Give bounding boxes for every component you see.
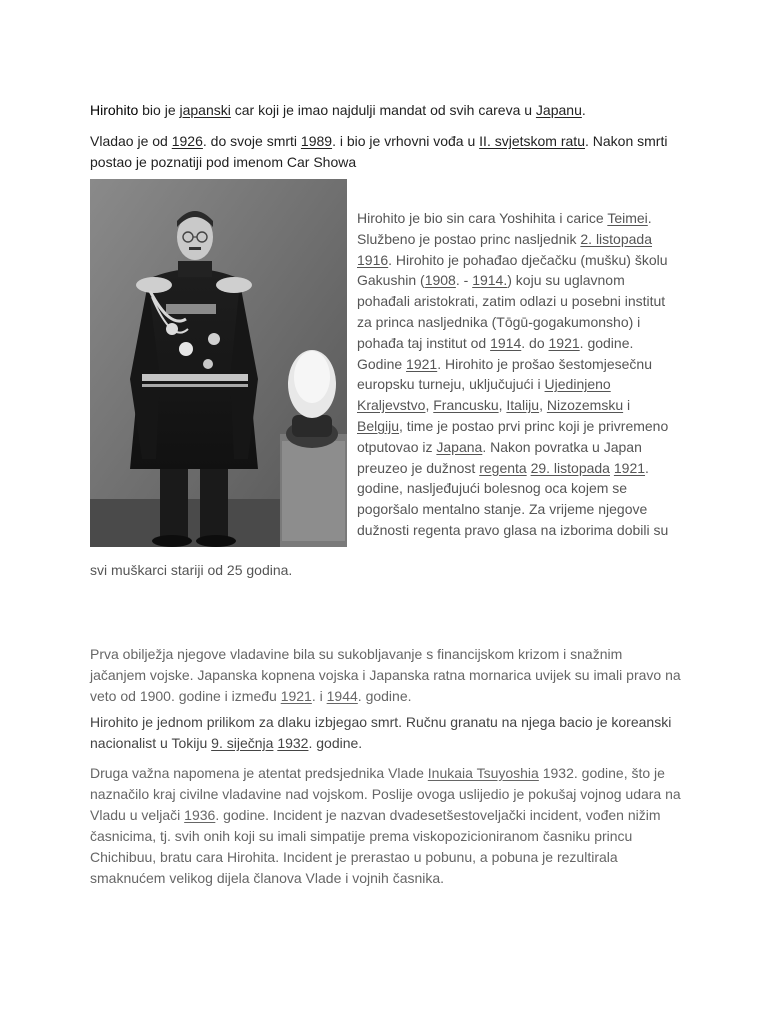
link-1914a[interactable]: 1914. [472, 272, 508, 289]
link-1921a[interactable]: 1921 [548, 334, 580, 351]
coup-paragraph: Druga važna napomena je atentat predsjednika Vlade Inukaia Tsuyoshia 1932. godine, što je naznačilo kraj civilne vladavine nad vojskom. Poslije ovoga uslijedio je pokušaj vojnog udara na Vladu u veljači 1936. godine. Incident je nazvan dvadesetšestoveljački incident, vođen nižim časnicima, tj. svih onih koji su imali simpatije prema viskopozicioniranom časniku princu Chichibuu, bratu cara Hirohita. Incident je prerastao u pobunu, a pobuna je rezultirala smaknućem velikog dijela članova Vlade i vojnih časnika. [90, 765, 681, 886]
portrait-image [90, 179, 347, 547]
link-1932[interactable]: 1932 [277, 735, 309, 751]
biography-paragraph: Hirohito je bio sin cara Yoshihita i carice Teimei. Službeno je postao princ nasljednik 2. listopada 1916. Hirohito je pohađao dječačku (mušku) školu Gakushin (1908. - 1914.) koju su uglavnom pohađali aristokrati, zatim odlazi u posebni institut za princa nasljednika (Tōgū-gogakumonsho) i pohađa taj institut od 1914. do 1921. godine. Godine 1921. Hirohito je prošao šestomjesečnu europsku turneju, uključujući i Ujedinjeno Kraljevstvo, Francusku, Italiju, Nizozemsku i Belgiju, time je postao prvi princ koji je privremeno otputovao iz Japana. Nakon povratka u Japan preuzeo je dužnost regenta 29. listopada 1921. godine, nasljeđujući bolesnog oca kojem se pogoršalo mentalno stanje. Za vrijeme njegove dužnosti regenta pravo glasa na izborima dobili su [357, 210, 669, 538]
link-japanu[interactable]: Japanu [535, 102, 582, 118]
link-1908[interactable]: 1908 [424, 272, 456, 289]
link-ww2[interactable]: II. svjetskom ratu [479, 133, 585, 149]
assassination-attempt-paragraph: Hirohito je jednom prilikom za dlaku izbjegao smrt. Ručnu granatu na njega bacio je koreanski nacionalist u Tokiju 9. siječnja 1932. godine. [90, 714, 672, 751]
link-francusku[interactable]: Francusku [433, 397, 499, 414]
link-9-sijecnja[interactable]: 9. siječnja [211, 735, 274, 751]
link-belgiju[interactable]: Belgiju [357, 417, 400, 434]
subject-name: Hirohito [90, 102, 139, 118]
link-regenta[interactable]: regenta [479, 459, 527, 476]
intro-paragraph: Hirohito bio je japanski car koji je imao najdulji mandat od svih careva u Japanu. [90, 102, 586, 118]
link-2-listopada[interactable]: 2. listopada [580, 230, 652, 247]
link-1944[interactable]: 1944 [326, 688, 358, 704]
link-italiju[interactable]: Italiju [506, 397, 540, 414]
reign-paragraph: Vladao je od 1926. do svoje smrti 1989. i bio je vrhovni vođa u II. svjetskom ratu. Nakon smrti postao je poznatiji pod imenom Car Showa [90, 133, 668, 170]
reign-features-paragraph: Prva obilježja njegove vladavine bila su sukobljavanje s financijskom krizom i snažnim jačanjem vojske. Japanska kopnena vojska i Japanska ratna mornarica uvijek su imali pravo na veto od 1900. godine i između 1921. i 1944. godine. [90, 646, 681, 704]
link-ujedinjeno-kraljevstvo[interactable]: Ujedinjeno Kraljevstvo [357, 376, 611, 414]
link-29-listopada[interactable]: 29. listopada [530, 459, 610, 476]
link-japana[interactable]: Japana [436, 438, 483, 455]
link-inukaia-tsuyoshia[interactable]: Inukaia Tsuyoshia [427, 765, 539, 781]
link-1916[interactable]: 1916 [357, 251, 389, 268]
portrait-photo [90, 179, 347, 547]
link-1926[interactable]: 1926 [171, 133, 203, 149]
link-1989[interactable]: 1989 [300, 133, 333, 149]
link-teimei[interactable]: Teimei [607, 210, 648, 226]
link-1921d[interactable]: 1921 [280, 688, 312, 704]
link-nizozemsku[interactable]: Nizozemsku [546, 397, 624, 414]
link-japanski[interactable]: japanski [179, 102, 231, 118]
biography-paragraph-tail: svi muškarci stariji od 25 godina. [90, 562, 293, 578]
link-1914b[interactable]: 1914 [490, 334, 522, 351]
link-1921c[interactable]: 1921 [613, 459, 646, 476]
link-1936[interactable]: 1936 [184, 807, 216, 823]
link-1921b[interactable]: 1921 [406, 355, 438, 372]
